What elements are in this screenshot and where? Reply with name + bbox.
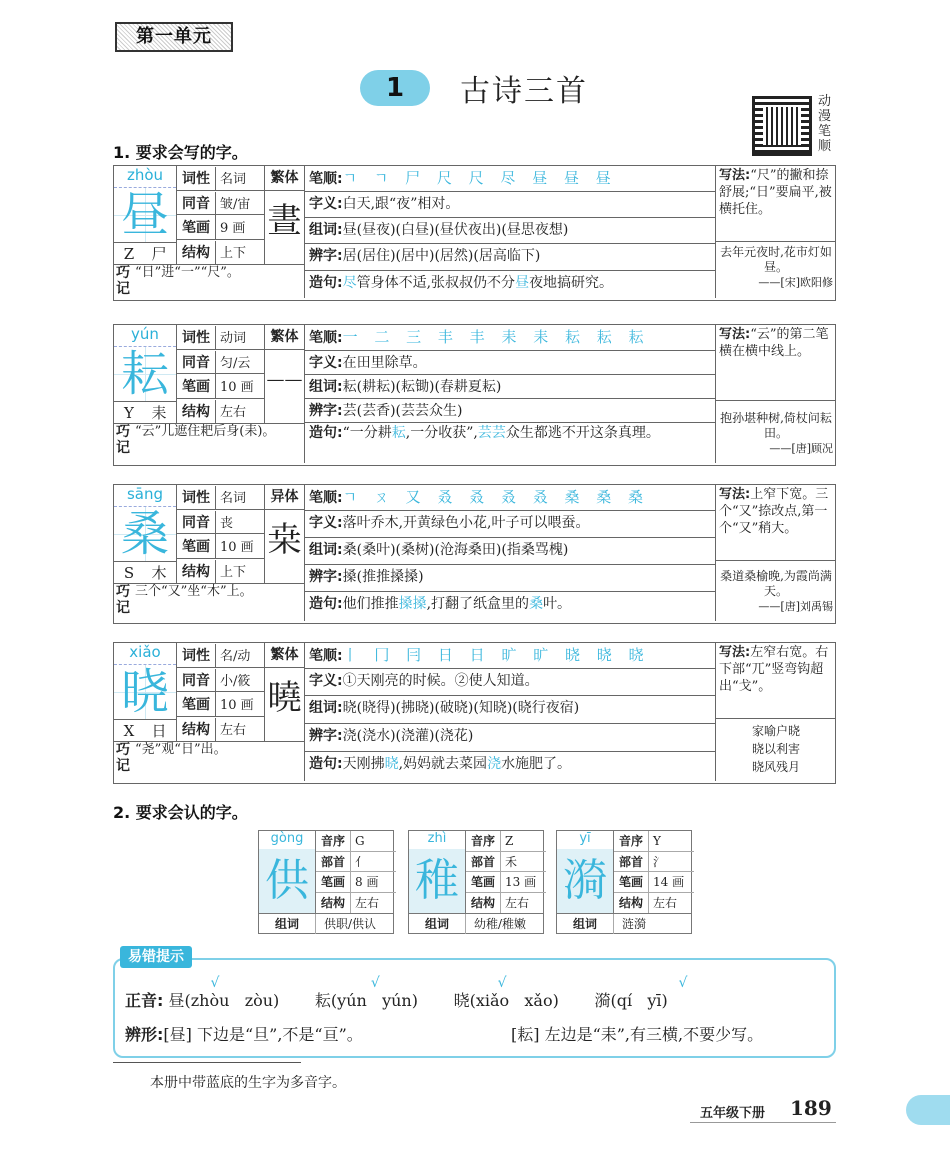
shape-line-2: [耘] 左边是“耒”,有三横,不要少写。 bbox=[511, 1025, 764, 1044]
recognize-card-zhi: zhì 稚 音序 Z 部首 禾 笔画 13 画 结构 左右 组词 幼稚/稚嫩 bbox=[408, 830, 544, 934]
shape-line: 辨形:[昼] 下边是“旦”,不是“亘”。 bbox=[125, 1025, 363, 1044]
recognize-card-yi: yī 漪 音序 Y 部首 氵 笔画 14 画 结构 左右 组词 涟漪 bbox=[556, 830, 692, 934]
card-tip: 巧记 三个“又”坐“木”上。 bbox=[114, 583, 304, 621]
grade-label: 五年级下册 bbox=[700, 1106, 766, 1121]
error-tips-tag: 易错提示 bbox=[120, 946, 192, 968]
card-props: 词性 动词 同音 匀/云 笔画 10 画 结构 左右 bbox=[176, 325, 304, 423]
card-traditional: 繁体 晝 bbox=[264, 166, 304, 264]
char-card-xiao bbox=[113, 642, 836, 784]
card-radical: Y 耒 bbox=[114, 401, 176, 423]
footnote-divider bbox=[113, 1062, 301, 1063]
card-side: 写法:“云”的第二笔横在横中线上。 抱孙堪种树,倚杖问耘田。 ——[唐]顾况 bbox=[715, 325, 835, 463]
card-pinyin: xiǎo bbox=[114, 643, 176, 665]
card-props: 词性 名/动 同音 小/筱 笔画 10 画 结构 左右 bbox=[176, 643, 304, 741]
card-side: 写法:“尺”的撇和捺舒展;“日”要扁平,被横托住。 去年元夜时,花市灯如昼。 ——[宋]欧阳修 bbox=[715, 166, 835, 298]
unit-tag: 第一单元 bbox=[115, 22, 233, 52]
char-card-yun bbox=[113, 324, 836, 466]
page-rule bbox=[690, 1122, 836, 1123]
section-recognize-title: 2. 要求会认的字。 bbox=[113, 803, 248, 822]
card-details: 笔顺:ㄱ ㄱ 尸 尺 尺 尽 昼 昼 昼 字义:白天,跟“夜”相对。 组词:昼(昼夜)(白昼)(昼伏夜出)(昼思夜想) 辨字:居(居住)(居中)(居然)(居高临下) 造句:尽管身体不适,张叔叔仍不分昼夜地搞研究。 bbox=[304, 166, 715, 298]
error-tips-box bbox=[113, 958, 836, 1058]
card-pinyin: yún bbox=[114, 325, 176, 347]
card-details: 笔顺:丨 冂 冃 日 日 旷 旷 晓 晓 晓 字义:①天刚亮的时候。②使人知道。 组词:晓(晓得)(拂晓)(破晓)(知晓)(晓行夜宿) 辨字:浇(浇水)(浇灌)(浇花) 造句:天刚拂晓,妈妈就去菜园浇水施肥了。 bbox=[304, 643, 715, 781]
card-char: 桑 bbox=[114, 507, 176, 561]
card-char: 耘 bbox=[114, 347, 176, 401]
qr-label: 动漫笔顺 bbox=[818, 94, 832, 154]
char-card-zhou bbox=[113, 165, 836, 301]
card-props: 词性 名词 同音 丧 笔画 10 画 结构 上下 bbox=[176, 485, 304, 583]
card-pinyin: sāng bbox=[114, 485, 176, 507]
pronunciation-line: 正音: √ 昼(zhòu zòu) √ 耘(yún yún) √ 晓(xiǎo xǎo) √ 漪(qí yī) bbox=[125, 975, 688, 1010]
recognize-card-gong: gòng 供 音序 G 部首 亻 笔画 8 画 结构 左右 组词 供职/供认 bbox=[258, 830, 394, 934]
card-char: 晓 bbox=[114, 665, 176, 719]
page-title: 古诗三首 bbox=[460, 74, 588, 109]
card-char: 昼 bbox=[114, 188, 176, 242]
card-side: 写法:左窄右宽。右下部“兀”竖弯钩超出“戈”。 家喻户晓 晓以利害 晓风残月 bbox=[715, 643, 835, 781]
card-details: 笔顺:一 二 三 丰 丰 耒 耒 耘 耘 耘 字义:在田里除草。 组词:耘(耕耘)(耘锄)(春耕夏耘) 辨字:芸(芸香)(芸芸众生) 造句:“一分耕耘,一分收获”,芸芸众生都逃不开这条真理。 bbox=[304, 325, 715, 463]
card-traditional: 异体 桒 bbox=[264, 485, 304, 583]
footnote: 本册中带蓝底的生字为多音字。 bbox=[150, 1075, 346, 1091]
card-radical: S 木 bbox=[114, 561, 176, 583]
page-tab bbox=[906, 1095, 950, 1125]
card-tip: 巧记 “日”进“一”“尺”。 bbox=[114, 264, 304, 298]
section-write-title: 1. 要求会写的字。 bbox=[113, 143, 248, 162]
card-radical: Z 尸 bbox=[114, 242, 176, 264]
lesson-number: 1 bbox=[360, 70, 430, 106]
char-card-sang bbox=[113, 484, 836, 624]
card-details: 笔顺:ㄱ ㄡ 又 叒 叒 叒 叒 桑 桑 桑 字义:落叶乔木,开黄绿色小花,叶子可以喂蚕。 组词:桑(桑叶)(桑树)(沧海桑田)(指桑骂槐) 辨字:搡(推推搡搡) 造句:他们推推搡搡,打翻了纸盒里的桑叶。 bbox=[304, 485, 715, 621]
card-tip: 巧记 “云”儿遮住耙后身(耒)。 bbox=[114, 423, 304, 463]
card-traditional: 繁体 —— bbox=[264, 325, 304, 423]
card-tip: 巧记 “尧”观“日”出。 bbox=[114, 741, 304, 781]
card-side: 写法:上窄下宽。三个“又”捺改点,第一个“又”稍大。 桑道桑榆晚,为霞尚满天。 ——[唐]刘禹锡 bbox=[715, 485, 835, 621]
page-number: 189 bbox=[790, 1096, 832, 1120]
card-radical: X 日 bbox=[114, 719, 176, 741]
qr-code-icon[interactable] bbox=[752, 96, 812, 156]
card-props: 词性 名词 同音 皱/宙 笔画 9 画 结构 上下 bbox=[176, 166, 304, 264]
card-traditional: 繁体 曉 bbox=[264, 643, 304, 741]
card-pinyin: zhòu bbox=[114, 166, 176, 188]
